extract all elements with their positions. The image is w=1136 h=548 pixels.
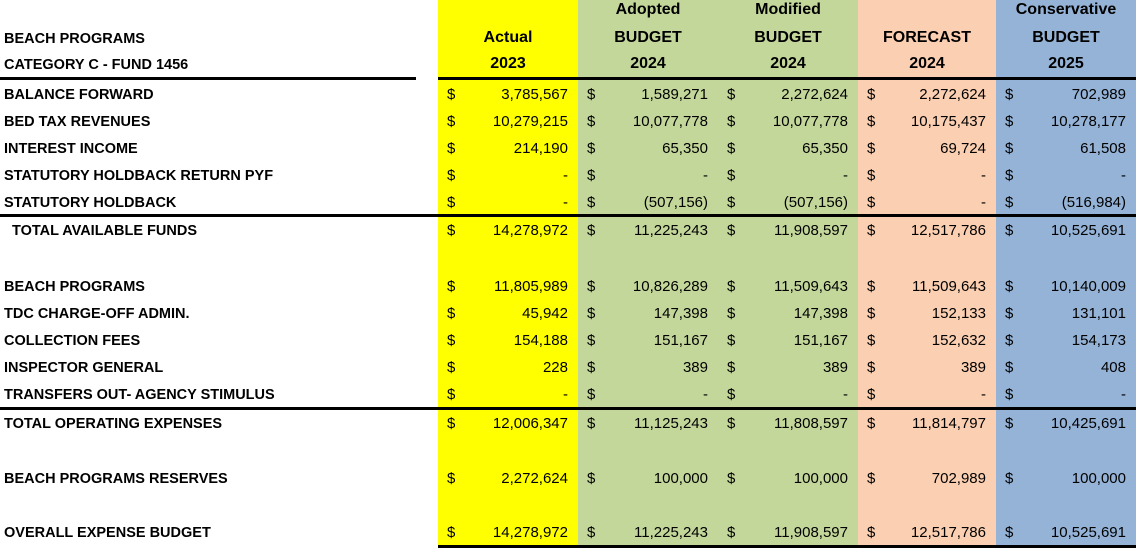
cell-forecast-2024: - xyxy=(981,386,986,403)
column-band-forecast-2024 xyxy=(858,0,996,548)
currency-sign: $ xyxy=(1005,140,1014,157)
cell-conservative-2025: 100,000 xyxy=(1071,470,1126,487)
cell-adopted-2024: 11,225,243 xyxy=(634,222,708,239)
currency-sign: $ xyxy=(727,332,736,349)
cell-modified-2024: 2,272,624 xyxy=(781,86,848,103)
column-header-forecast-2024-line3: 2024 xyxy=(909,55,945,72)
currency-sign: $ xyxy=(867,222,876,239)
column-header-modified-2024-line3: 2024 xyxy=(770,55,806,72)
cell-modified-2024: 147,398 xyxy=(793,305,848,322)
cell-forecast-2024: - xyxy=(981,194,986,211)
cell-modified-2024: - xyxy=(843,386,848,403)
cell-modified-2024: (507,156) xyxy=(783,194,848,211)
currency-sign: $ xyxy=(727,222,736,239)
currency-sign: $ xyxy=(867,194,876,211)
row-label: STATUTORY HOLDBACK RETURN PYF xyxy=(4,168,274,184)
currency-sign: $ xyxy=(867,386,876,403)
sheet-subtitle: CATEGORY C - FUND 1456 xyxy=(4,57,189,73)
cell-modified-2024: - xyxy=(843,167,848,184)
column-band-adopted-2024 xyxy=(578,0,718,548)
cell-adopted-2024: 1,589,271 xyxy=(641,86,708,103)
cell-modified-2024: 151,167 xyxy=(793,332,848,349)
currency-sign: $ xyxy=(587,386,596,403)
currency-sign: $ xyxy=(447,222,456,239)
currency-sign: $ xyxy=(1005,332,1014,349)
cell-actual-2023: 12,006,347 xyxy=(492,415,568,432)
total-operating-expenses-rule xyxy=(0,407,1136,410)
cell-actual-2023: 14,278,972 xyxy=(492,524,568,541)
column-header-adopted-2024-line2: BUDGET xyxy=(614,29,682,46)
currency-sign: $ xyxy=(1005,359,1014,376)
cell-conservative-2025: 408 xyxy=(1100,359,1126,376)
currency-sign: $ xyxy=(867,140,876,157)
cell-conservative-2025: 61,508 xyxy=(1080,140,1126,157)
cell-modified-2024: 11,808,597 xyxy=(774,415,848,432)
currency-sign: $ xyxy=(587,278,596,295)
column-header-actual-2023-line3: 2023 xyxy=(490,55,526,72)
cell-modified-2024: 11,908,597 xyxy=(774,524,848,541)
row-label: BED TAX REVENUES xyxy=(4,114,151,130)
row-label: INTEREST INCOME xyxy=(4,141,138,157)
currency-sign: $ xyxy=(727,305,736,322)
currency-sign: $ xyxy=(587,222,596,239)
currency-sign: $ xyxy=(587,470,596,487)
cell-actual-2023: 10,279,215 xyxy=(492,113,568,130)
cell-adopted-2024: (507,156) xyxy=(643,194,708,211)
cell-modified-2024: 11,509,643 xyxy=(774,278,848,295)
cell-actual-2023: 214,190 xyxy=(513,140,568,157)
currency-sign: $ xyxy=(1005,113,1014,130)
cell-conservative-2025: - xyxy=(1121,386,1126,403)
currency-sign: $ xyxy=(1005,415,1014,432)
row-label: TRANSFERS OUT- AGENCY STIMULUS xyxy=(4,387,275,403)
cell-adopted-2024: 151,167 xyxy=(653,332,708,349)
cell-actual-2023: - xyxy=(563,386,568,403)
currency-sign: $ xyxy=(727,386,736,403)
cell-conservative-2025: 10,425,691 xyxy=(1050,415,1126,432)
currency-sign: $ xyxy=(447,386,456,403)
currency-sign: $ xyxy=(587,194,596,211)
currency-sign: $ xyxy=(587,359,596,376)
currency-sign: $ xyxy=(867,113,876,130)
cell-adopted-2024: - xyxy=(703,167,708,184)
cell-actual-2023: 228 xyxy=(542,359,568,376)
row-label: BALANCE FORWARD xyxy=(4,87,154,103)
currency-sign: $ xyxy=(867,415,876,432)
cell-modified-2024: 11,908,597 xyxy=(774,222,848,239)
cell-conservative-2025: (516,984) xyxy=(1061,194,1126,211)
row-label: STATUTORY HOLDBACK xyxy=(4,195,177,211)
cell-forecast-2024: 389 xyxy=(960,359,986,376)
currency-sign: $ xyxy=(1005,305,1014,322)
currency-sign: $ xyxy=(727,524,736,541)
cell-actual-2023: 3,785,567 xyxy=(501,86,568,103)
currency-sign: $ xyxy=(867,332,876,349)
cell-forecast-2024: 69,724 xyxy=(940,140,986,157)
cell-forecast-2024: - xyxy=(981,167,986,184)
cell-forecast-2024: 2,272,624 xyxy=(919,86,986,103)
currency-sign: $ xyxy=(587,305,596,322)
cell-actual-2023: 14,278,972 xyxy=(492,222,568,239)
currency-sign: $ xyxy=(727,113,736,130)
cell-adopted-2024: 147,398 xyxy=(653,305,708,322)
currency-sign: $ xyxy=(727,140,736,157)
currency-sign: $ xyxy=(587,113,596,130)
cell-forecast-2024: 152,133 xyxy=(931,305,986,322)
row-label: OVERALL EXPENSE BUDGET xyxy=(4,525,211,541)
column-header-actual-2023-line2: Actual xyxy=(483,29,533,46)
cell-forecast-2024: 11,814,797 xyxy=(912,415,986,432)
row-label: BEACH PROGRAMS xyxy=(4,279,145,295)
sheet-title: BEACH PROGRAMS xyxy=(4,31,145,47)
currency-sign: $ xyxy=(447,524,456,541)
currency-sign: $ xyxy=(1005,86,1014,103)
cell-conservative-2025: 702,989 xyxy=(1071,86,1126,103)
column-header-modified-2024-line2: BUDGET xyxy=(754,29,822,46)
cell-modified-2024: 100,000 xyxy=(793,470,848,487)
currency-sign: $ xyxy=(447,415,456,432)
currency-sign: $ xyxy=(1005,222,1014,239)
currency-sign: $ xyxy=(447,140,456,157)
cell-conservative-2025: 131,101 xyxy=(1071,305,1126,322)
cell-actual-2023: - xyxy=(563,167,568,184)
currency-sign: $ xyxy=(447,332,456,349)
currency-sign: $ xyxy=(447,305,456,322)
currency-sign: $ xyxy=(867,524,876,541)
row-label: TDC CHARGE-OFF ADMIN. xyxy=(4,306,190,322)
cell-actual-2023: 45,942 xyxy=(522,305,568,322)
column-header-conservative-2025-line1: Conservative xyxy=(1015,1,1117,18)
currency-sign: $ xyxy=(447,194,456,211)
currency-sign: $ xyxy=(1005,278,1014,295)
column-header-adopted-2024-line1: Adopted xyxy=(615,1,681,18)
column-header-modified-2024-line1: Modified xyxy=(755,1,821,18)
currency-sign: $ xyxy=(727,470,736,487)
currency-sign: $ xyxy=(587,140,596,157)
cell-conservative-2025: 10,278,177 xyxy=(1050,113,1126,130)
cell-adopted-2024: 11,225,243 xyxy=(634,524,708,541)
column-band-conservative-2025 xyxy=(996,0,1136,548)
currency-sign: $ xyxy=(587,332,596,349)
row-label: COLLECTION FEES xyxy=(4,333,141,349)
column-header-conservative-2025-line3: 2025 xyxy=(1048,55,1084,72)
currency-sign: $ xyxy=(1005,386,1014,403)
cell-forecast-2024: 152,632 xyxy=(931,332,986,349)
cell-conservative-2025: 10,525,691 xyxy=(1050,524,1126,541)
currency-sign: $ xyxy=(727,167,736,184)
row-label: BEACH PROGRAMS RESERVES xyxy=(4,471,228,487)
cell-adopted-2024: 10,077,778 xyxy=(632,113,708,130)
row-label: INSPECTOR GENERAL xyxy=(4,360,164,376)
cell-adopted-2024: 10,826,289 xyxy=(632,278,708,295)
cell-conservative-2025: 154,173 xyxy=(1071,332,1126,349)
currency-sign: $ xyxy=(867,470,876,487)
currency-sign: $ xyxy=(867,278,876,295)
currency-sign: $ xyxy=(1005,194,1014,211)
currency-sign: $ xyxy=(727,359,736,376)
cell-adopted-2024: 389 xyxy=(682,359,708,376)
cell-conservative-2025: 10,140,009 xyxy=(1050,278,1126,295)
cell-modified-2024: 389 xyxy=(822,359,848,376)
currency-sign: $ xyxy=(727,86,736,103)
cell-actual-2023: 154,188 xyxy=(513,332,568,349)
cell-forecast-2024: 11,509,643 xyxy=(912,278,986,295)
currency-sign: $ xyxy=(447,113,456,130)
cell-adopted-2024: 100,000 xyxy=(653,470,708,487)
currency-sign: $ xyxy=(447,470,456,487)
cell-actual-2023: - xyxy=(563,194,568,211)
currency-sign: $ xyxy=(447,86,456,103)
currency-sign: $ xyxy=(727,194,736,211)
cell-modified-2024: 65,350 xyxy=(802,140,848,157)
currency-sign: $ xyxy=(587,524,596,541)
cell-forecast-2024: 702,989 xyxy=(931,470,986,487)
column-header-adopted-2024-line3: 2024 xyxy=(630,55,666,72)
cell-adopted-2024: - xyxy=(703,386,708,403)
cell-forecast-2024: 12,517,786 xyxy=(910,222,986,239)
currency-sign: $ xyxy=(727,278,736,295)
cell-adopted-2024: 65,350 xyxy=(662,140,708,157)
column-band-modified-2024 xyxy=(718,0,858,548)
cell-conservative-2025: 10,525,691 xyxy=(1050,222,1126,239)
currency-sign: $ xyxy=(867,167,876,184)
cell-actual-2023: 11,805,989 xyxy=(494,278,568,295)
currency-sign: $ xyxy=(1005,167,1014,184)
cell-adopted-2024: 11,125,243 xyxy=(634,415,708,432)
currency-sign: $ xyxy=(867,359,876,376)
cell-forecast-2024: 12,517,786 xyxy=(910,524,986,541)
currency-sign: $ xyxy=(587,167,596,184)
currency-sign: $ xyxy=(1005,470,1014,487)
column-header-conservative-2025-line2: BUDGET xyxy=(1032,29,1100,46)
cell-conservative-2025: - xyxy=(1121,167,1126,184)
currency-sign: $ xyxy=(447,278,456,295)
currency-sign: $ xyxy=(1005,524,1014,541)
header-rule-columns xyxy=(438,77,1136,80)
currency-sign: $ xyxy=(867,86,876,103)
currency-sign: $ xyxy=(447,167,456,184)
currency-sign: $ xyxy=(587,86,596,103)
cell-modified-2024: 10,077,778 xyxy=(772,113,848,130)
currency-sign: $ xyxy=(587,415,596,432)
currency-sign: $ xyxy=(867,305,876,322)
row-label: TOTAL OPERATING EXPENSES xyxy=(4,416,223,432)
column-band-actual-2023 xyxy=(438,0,578,548)
total-available-funds-rule xyxy=(0,214,1136,217)
currency-sign: $ xyxy=(727,415,736,432)
column-header-forecast-2024-line2: FORECAST xyxy=(883,29,971,46)
header-rule xyxy=(0,77,416,80)
row-label: TOTAL AVAILABLE FUNDS xyxy=(12,223,198,239)
currency-sign: $ xyxy=(447,359,456,376)
cell-forecast-2024: 10,175,437 xyxy=(910,113,986,130)
cell-actual-2023: 2,272,624 xyxy=(501,470,568,487)
